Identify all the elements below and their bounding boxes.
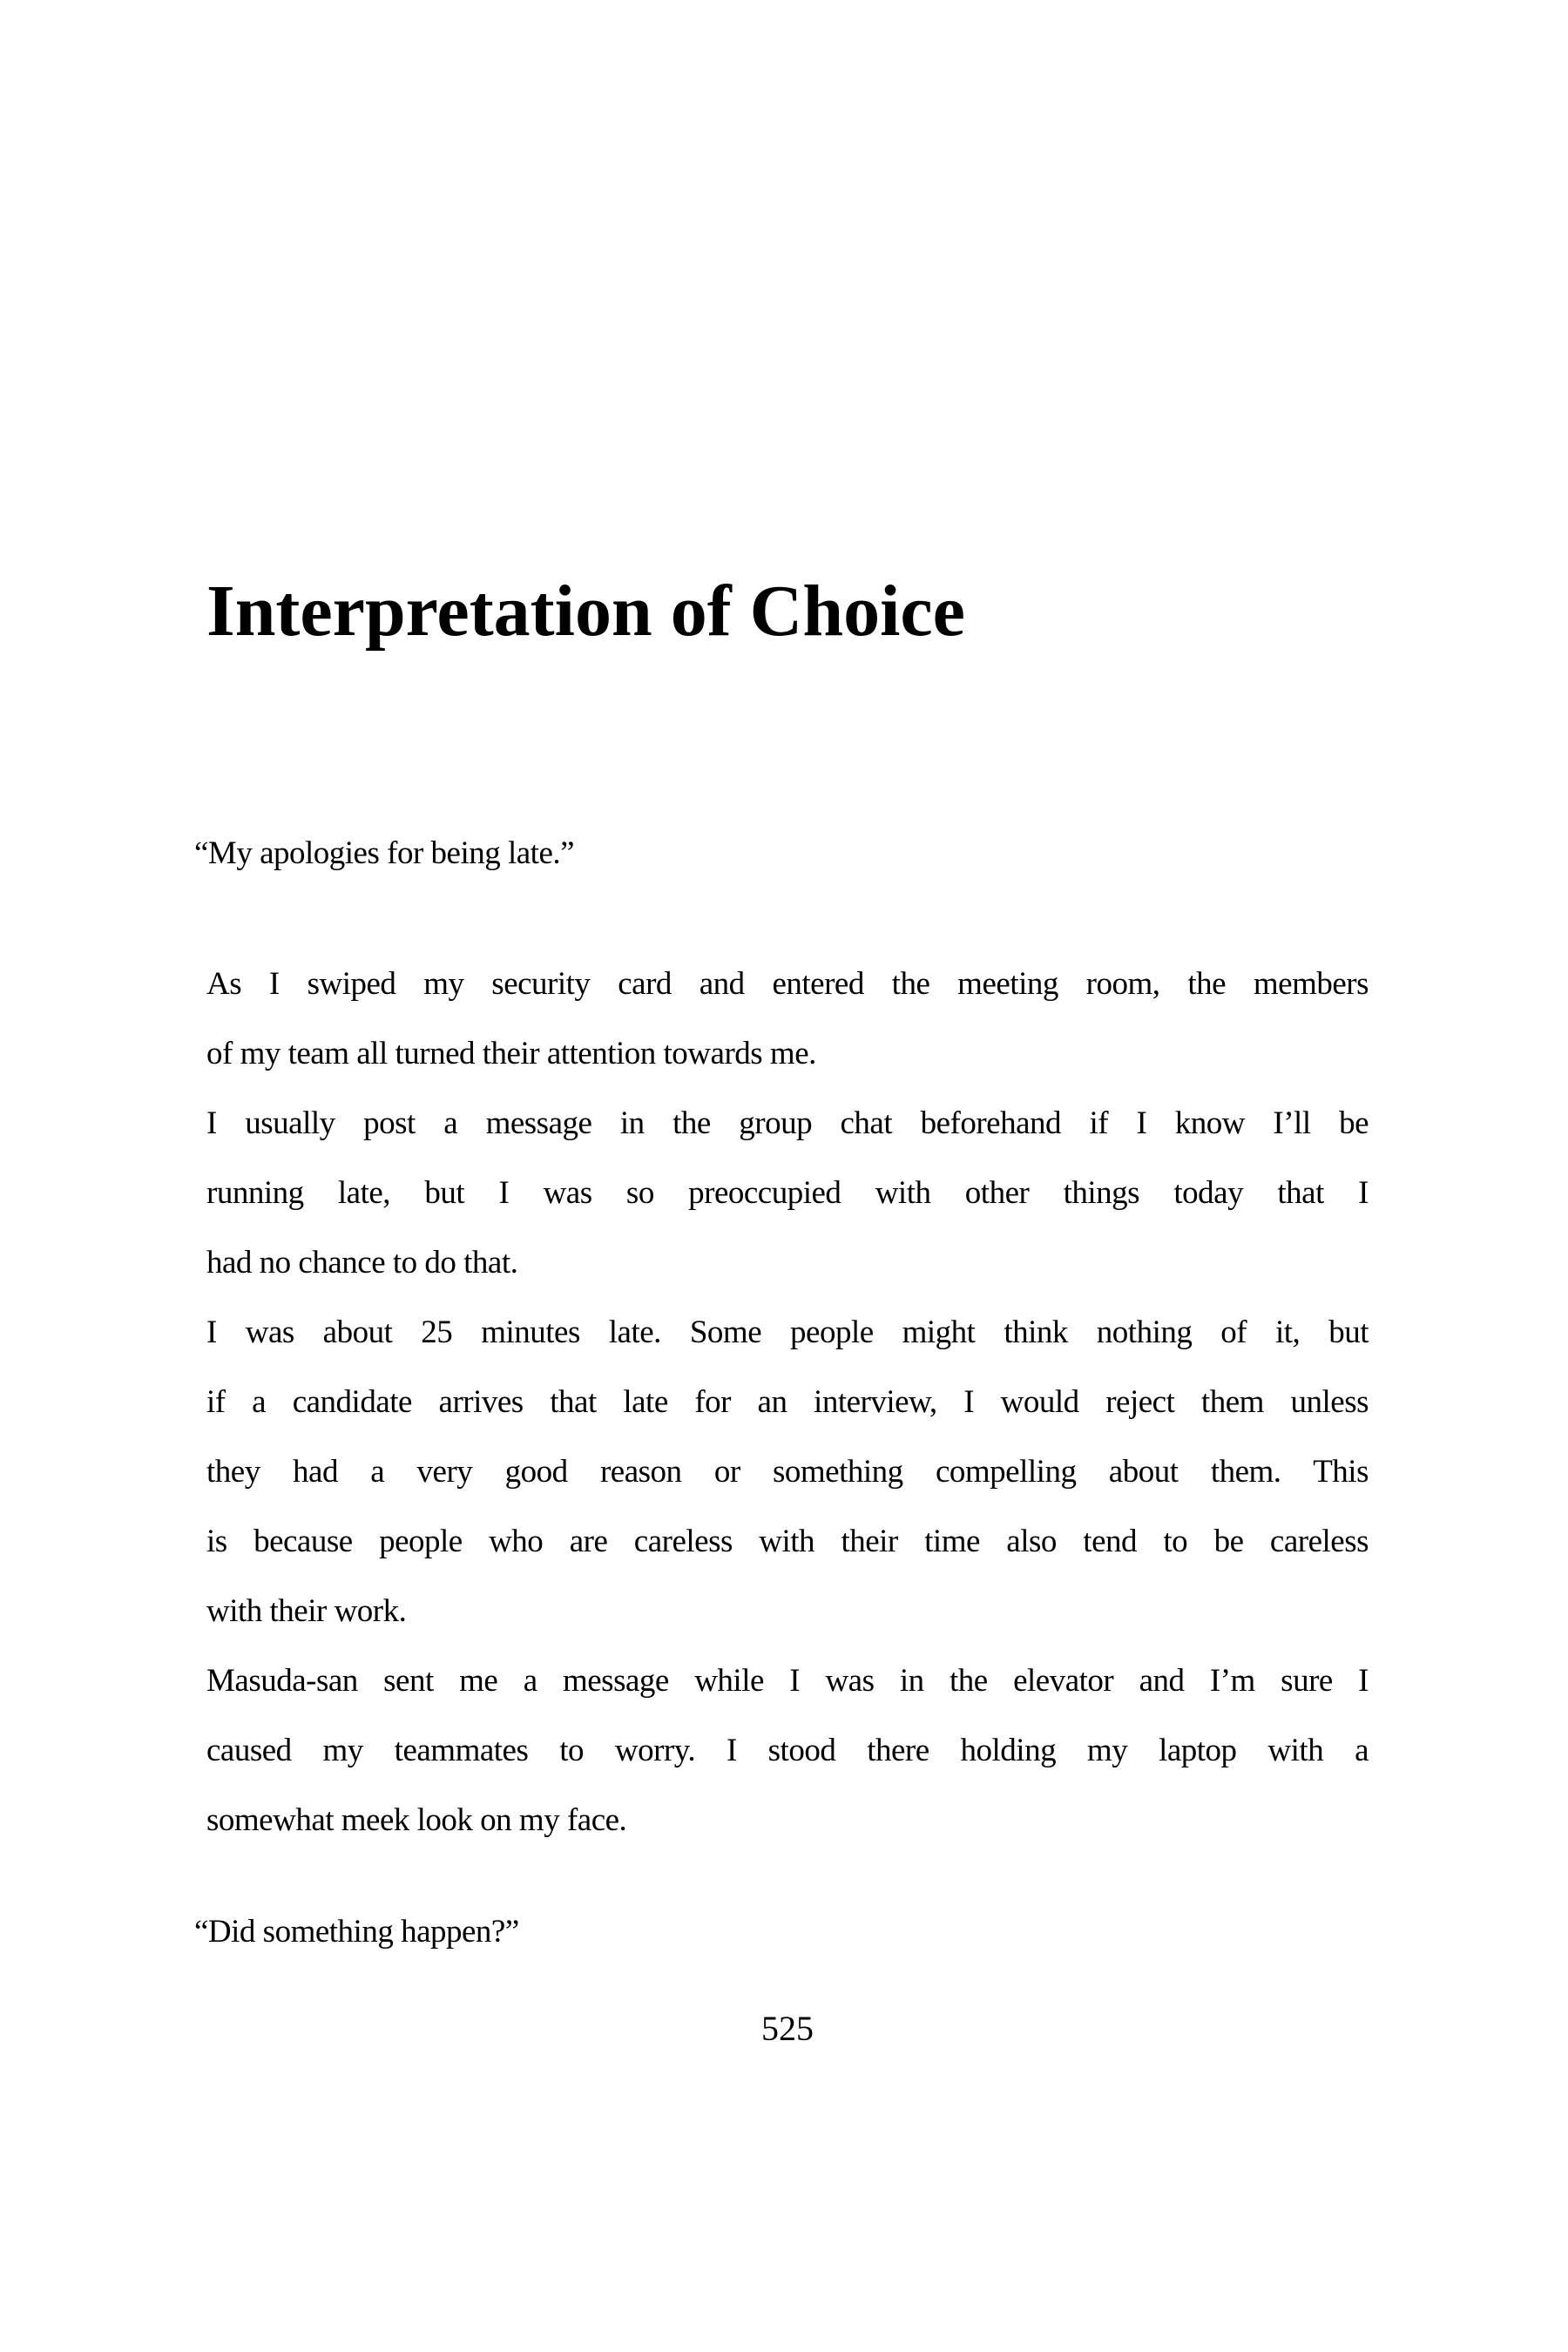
paragraph — [206, 1646, 1369, 1855]
page-content — [194, 819, 1369, 1967]
text-line: I usually post a message in the group chat beforehand if I know I’ll be — [206, 1105, 1369, 1141]
chapter-title: Interpretation of Choice — [206, 571, 965, 652]
paragraph — [194, 1897, 1369, 1967]
text-line: “Did something happen?” — [194, 1914, 519, 1950]
body-paragraph-group — [206, 950, 1369, 1855]
page-number: 525 — [761, 2009, 814, 2048]
text-line: “My apologies for being late.” — [194, 835, 575, 871]
paragraph — [206, 1298, 1369, 1646]
text-line: Masuda-san sent me a message while I was in the elevator and I’m sure I — [206, 1663, 1369, 1699]
text-line: caused my teammates to worry. I stood there holding my laptop with a — [206, 1733, 1369, 1768]
text-line: is because people who are careless with their time also tend to be careless — [206, 1524, 1369, 1559]
paragraph — [206, 1089, 1369, 1298]
paragraph — [206, 950, 1369, 1089]
text-line: I was about 25 minutes late. Some people might think nothing of it, but — [206, 1315, 1369, 1350]
text-line: had no chance to do that. — [206, 1245, 518, 1281]
text-line: with their work. — [206, 1593, 407, 1629]
text-line: running late, but I was so preoccupied with other things today that I — [206, 1175, 1369, 1211]
text-line: As I swiped my security card and entered the meeting room, the members — [206, 966, 1369, 1002]
paragraph — [194, 819, 1369, 889]
text-line: if a candidate arrives that late for an interview, I would reject them unless — [206, 1384, 1369, 1420]
text-line: they had a very good reason or something compelling about them. This — [206, 1454, 1369, 1490]
text-line: of my team all turned their attention towards me. — [206, 1036, 816, 1071]
dialogue-paragraph — [194, 1897, 1369, 1967]
dialogue-paragraph — [194, 819, 1369, 889]
text-line: somewhat meek look on my face. — [206, 1802, 627, 1838]
